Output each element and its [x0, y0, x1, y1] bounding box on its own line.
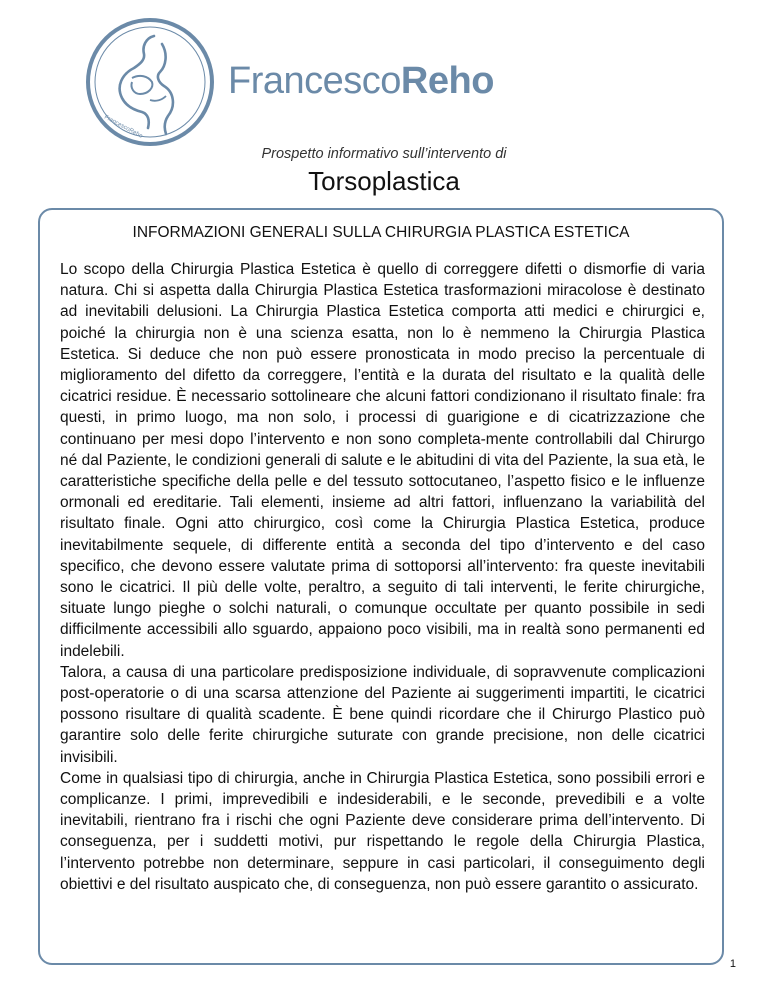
paragraph: Lo scopo della Chirurgia Plastica Estetica è quello di correggere difetti o dismorfie di varia natura. Chi si aspetta dalla Chirurgia Plastica Estetica trasformazioni miracolose è destinato ad inevitabili delusioni. La Chirurgia Plastica Estetica comporta atti medici e chirurgici e, poiché la chirurgia non è una scienza esatta, non lo è nemmeno la Chirurgia Plastica Estetica. Si deduce che non può essere pronosticata in modo preciso la percentuale di miglioramento del difetto da correggere, l’entità e la durata del risultato e la qualità delle cicatrici residue. È necessario sottolineare che alcuni fattori condizionano il risultato finale: fra questi, in primo luogo, ma non solo, i processi di guarigione e di cicatrizzazione che continuano per mesi dopo l’intervento e non sono completa-mente controllabili dal Chirurgo né dal Paziente, le condizioni generali di salute e le abitudini di vita del Paziente, la sua età, le caratteristiche specifiche della pelle e del tessuto sottocutaneo, l’aspetto fisico e le influenze ormonali ed ereditarie. Tali elementi, insieme ad altri fattori, influenzano la variabilità del risultato finale. Ogni atto chirurgico, così come la Chirurgia Plastica Estetica, produce inevitabilmente sequele, di differente entità a seconda del tipo d’intervento e del caso specifico, che devono essere valutate prima di sottoporsi all’intervento: fra queste inevitabili sono le cicatrici. Il più delle volte, peraltro, a seguito di tali interventi, le ferite chirurgiche, situate lungo pieghe o solchi naturali, o comunque occultate per quanto possibile in sedi difficilmente accessibili allo sguardo, appaiono poco visibili, ma in realtà sono permanenti ed indelebili.	[60, 261, 705, 660]
section-heading: INFORMAZIONI GENERALI SULLA CHIRURGIA PLASTICA ESTETICA	[132, 224, 630, 241]
section-body	[60, 259, 705, 895]
logo-ring-text: FrancescoReho	[103, 114, 144, 140]
info-panel	[38, 208, 724, 965]
brand-first-name: Francesco	[228, 60, 401, 102]
brand-last-name: Reho	[400, 60, 494, 102]
paragraph: Talora, a causa di una particolare predisposizione individuale, di sopravvenute complicazioni post-operatorie o di una scarsa attenzione del Paziente ai suggerimenti impartiti, le cicatrici possono risultare di qualità scadente. È bene quindi ricordare che il Chirurgo Plastico può garantire solo delle ferite chirurgiche suturate con grande precisione, non delle cicatrici invisibili.	[60, 663, 705, 766]
paragraph: Come in qualsiasi tipo di chirurgia, anche in Chirurgia Plastica Estetica, sono possibili errori e complicanze. I primi, imprevedibili e indesiderabili, e le seconde, prevedibili e a volte inevitabili, rientrano fra i rischi che ogni Paziente deve considerare prima dell’intervento. Di conseguenza, per i suddetti motivi, pur rispettando le regole della Chirurgia Plastica, l’intervento potrebbe non determinare, seppure in casi particolari, il conseguimento degli obiettivi e del risultato auspicato che, di conseguenza, non può essere garantito o assicurato.	[60, 769, 705, 893]
page-number: 1	[729, 958, 736, 970]
document-title: Torsoplastica	[308, 166, 460, 196]
document-subtitle: Prospetto informativo sull’intervento di	[261, 146, 507, 162]
brand-wordmark	[228, 60, 494, 103]
page-header	[0, 0, 768, 200]
logo-emblem	[82, 14, 218, 150]
